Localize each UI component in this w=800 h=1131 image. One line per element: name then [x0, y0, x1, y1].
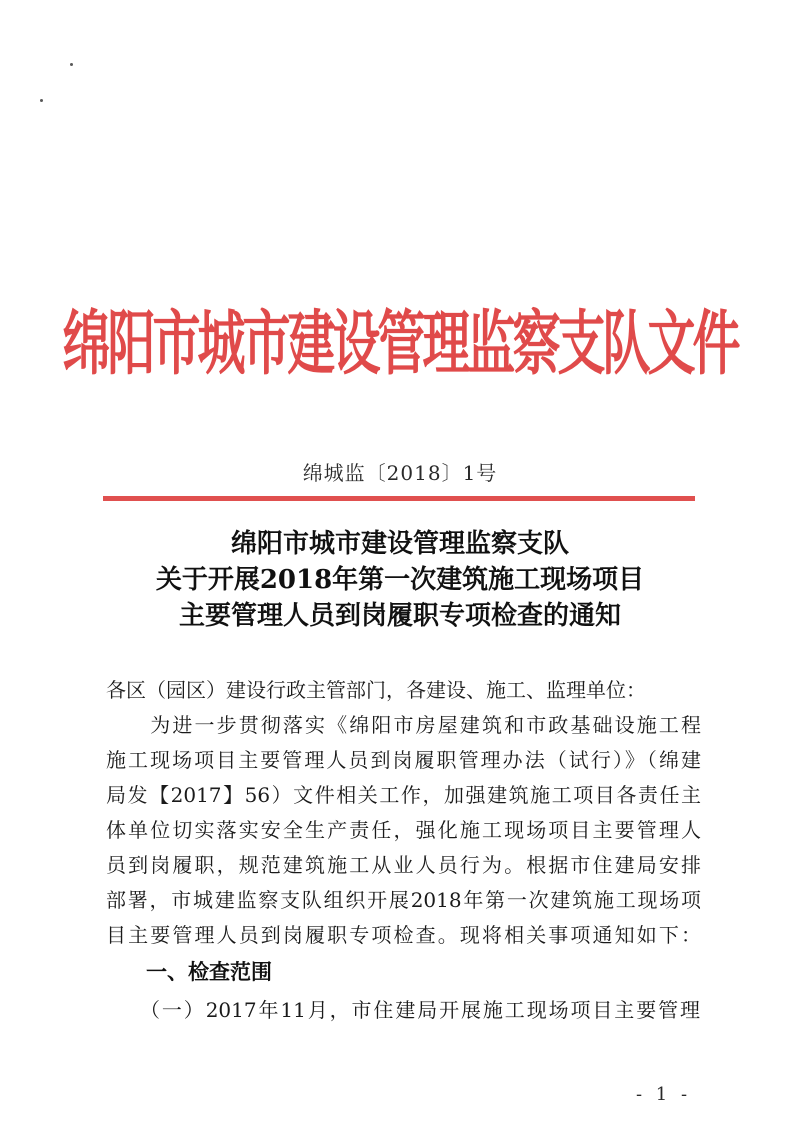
title-line-1: 绵阳市城市建设管理监察支队: [230, 529, 569, 559]
masthead: 绵阳市城市建设管理监察支队文件: [62, 303, 738, 385]
scan-speck: [40, 99, 43, 102]
body-line: 目主要管理人员到岗履职专项检查。现将相关事项通知如下：: [106, 923, 701, 947]
scan-speck: [70, 63, 73, 66]
body-line: 局发【2017】56）文件相关工作，加强建筑施工项目各责任主: [106, 783, 701, 807]
red-divider: [103, 496, 695, 501]
addressee-line: 各区（园区）建设行政主管部门，各建设、施工、监理单位：: [106, 678, 646, 702]
body-line: （一）2017年11月，市住建局开展施工现场项目主要管理: [140, 998, 700, 1022]
title-line-3: 主要管理人员到岗履职专项检查的通知: [178, 601, 621, 631]
body-line: 施工现场项目主要管理人员到岗履职管理办法（试行）》（绵建: [106, 748, 701, 772]
section-heading: 一、检查范围: [146, 960, 272, 984]
body-line: 为进一步贯彻落实《绵阳市房屋建筑和市政基础设施工程: [106, 713, 701, 737]
body-line: 员到岗履职，规范建筑施工从业人员行为。根据市住建局安排: [106, 853, 701, 877]
title-line-2: 关于开展2018年第一次建筑施工现场项目: [155, 565, 645, 595]
body-line: 部署，市城建监察支队组织开展2018年第一次建筑施工现场项: [106, 888, 701, 912]
page-number: - 1 -: [636, 1084, 692, 1105]
body-line: 体单位切实落实安全生产责任，强化施工现场项目主要管理人: [106, 818, 701, 842]
document-number: 绵城监〔2018〕1号: [302, 461, 498, 485]
